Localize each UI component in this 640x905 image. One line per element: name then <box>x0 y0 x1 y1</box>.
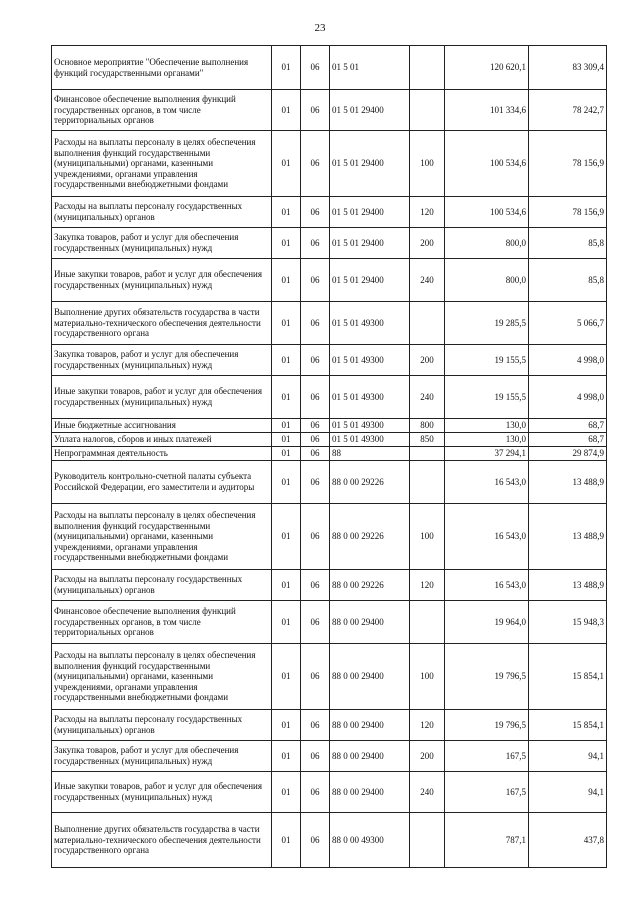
row-sum-actual: 13 488,9 <box>529 504 607 570</box>
row-name: Расходы на выплаты персоналу в целях обеспечения выполнения функций государственными (муниципальными) органами, казенными учреждениями, органами управления государственными внебюджетными фондами <box>52 644 272 710</box>
row-sum-plan: 130,0 <box>445 419 529 433</box>
table-row <box>52 447 607 461</box>
row-sum-plan: 100 534,6 <box>445 131 529 197</box>
row-name: Выполнение других обязательств государства в части материально-технического обеспечения деятельности государственного органа <box>52 813 272 868</box>
row-name: Иные закупки товаров, работ и услуг для обеспечения государственных (муниципальных) нужд <box>52 259 272 302</box>
row-section: 01 <box>272 419 301 433</box>
row-section: 01 <box>272 90 301 131</box>
table-row <box>52 376 607 419</box>
row-sum-plan: 800,0 <box>445 228 529 259</box>
row-section: 01 <box>272 259 301 302</box>
row-sum-plan: 130,0 <box>445 433 529 447</box>
row-sum-actual: 68,7 <box>529 419 607 433</box>
row-subsection: 06 <box>301 376 330 419</box>
row-target-article: 88 0 00 29400 <box>330 772 410 813</box>
row-expense-type: 850 <box>410 433 445 447</box>
row-name: Закупка товаров, работ и услуг для обеспечения государственных (муниципальных) нужд <box>52 345 272 376</box>
row-expense-type <box>410 46 445 90</box>
row-section: 01 <box>272 433 301 447</box>
row-sum-actual: 83 309,4 <box>529 46 607 90</box>
row-target-article: 88 0 00 29400 <box>330 741 410 772</box>
row-expense-type: 240 <box>410 772 445 813</box>
row-sum-actual: 94,1 <box>529 772 607 813</box>
table-row <box>52 197 607 228</box>
row-sum-actual: 15 854,1 <box>529 644 607 710</box>
row-target-article: 88 0 00 29226 <box>330 504 410 570</box>
row-sum-plan: 19 155,5 <box>445 345 529 376</box>
row-sum-plan: 16 543,0 <box>445 570 529 601</box>
row-target-article: 01 5 01 29400 <box>330 259 410 302</box>
table-row <box>52 228 607 259</box>
row-expense-type: 800 <box>410 419 445 433</box>
row-target-article: 01 5 01 49300 <box>330 376 410 419</box>
row-sum-plan: 167,5 <box>445 772 529 813</box>
row-subsection: 06 <box>301 131 330 197</box>
row-sum-plan: 19 285,5 <box>445 302 529 345</box>
row-target-article: 88 <box>330 447 410 461</box>
row-sum-plan: 787,1 <box>445 813 529 868</box>
row-expense-type: 100 <box>410 504 445 570</box>
table-row <box>52 710 607 741</box>
row-section: 01 <box>272 772 301 813</box>
row-section: 01 <box>272 504 301 570</box>
row-section: 01 <box>272 345 301 376</box>
budget-table <box>51 45 607 868</box>
row-sum-actual: 78 242,7 <box>529 90 607 131</box>
row-target-article: 88 0 00 29226 <box>330 461 410 504</box>
row-name: Закупка товаров, работ и услуг для обеспечения государственных (муниципальных) нужд <box>52 741 272 772</box>
row-sum-actual: 4 998,0 <box>529 345 607 376</box>
table-row <box>52 433 607 447</box>
table-row <box>52 570 607 601</box>
row-name: Расходы на выплаты персоналу государственных (муниципальных) органов <box>52 710 272 741</box>
row-sum-plan: 100 534,6 <box>445 197 529 228</box>
row-name: Расходы на выплаты персоналу государственных (муниципальных) органов <box>52 570 272 601</box>
row-expense-type: 200 <box>410 741 445 772</box>
row-section: 01 <box>272 228 301 259</box>
row-expense-type: 100 <box>410 644 445 710</box>
table-row <box>52 772 607 813</box>
row-sum-actual: 5 066,7 <box>529 302 607 345</box>
row-target-article: 88 0 00 29226 <box>330 570 410 601</box>
row-expense-type <box>410 447 445 461</box>
row-subsection: 06 <box>301 644 330 710</box>
row-sum-actual: 85,8 <box>529 228 607 259</box>
table-row <box>52 461 607 504</box>
row-expense-type: 240 <box>410 259 445 302</box>
row-name: Финансовое обеспечение выполнения функций государственных органов, в том числе территориальных органов <box>52 90 272 131</box>
row-target-article: 01 5 01 49300 <box>330 419 410 433</box>
page-number: 23 <box>314 22 326 34</box>
row-sum-plan: 19 155,5 <box>445 376 529 419</box>
row-sum-actual: 29 874,9 <box>529 447 607 461</box>
row-expense-type: 200 <box>410 228 445 259</box>
row-subsection: 06 <box>301 741 330 772</box>
row-name: Финансовое обеспечение выполнения функций государственных органов, в том числе территориальных органов <box>52 601 272 644</box>
row-sum-actual: 13 488,9 <box>529 461 607 504</box>
row-sum-actual: 15 854,1 <box>529 710 607 741</box>
table-row <box>52 741 607 772</box>
row-sum-actual: 13 488,9 <box>529 570 607 601</box>
row-subsection: 06 <box>301 345 330 376</box>
table-row <box>52 90 607 131</box>
row-expense-type: 100 <box>410 131 445 197</box>
row-subsection: 06 <box>301 302 330 345</box>
table-row <box>52 345 607 376</box>
row-target-article: 88 0 00 29400 <box>330 644 410 710</box>
row-section: 01 <box>272 570 301 601</box>
row-name: Расходы на выплаты персоналу государственных (муниципальных) органов <box>52 197 272 228</box>
row-expense-type: 120 <box>410 570 445 601</box>
row-target-article: 88 0 00 49300 <box>330 813 410 868</box>
row-subsection: 06 <box>301 433 330 447</box>
table-row <box>52 644 607 710</box>
table-row <box>52 46 607 90</box>
row-sum-plan: 37 294,1 <box>445 447 529 461</box>
table-row <box>52 302 607 345</box>
table-row <box>52 419 607 433</box>
row-subsection: 06 <box>301 504 330 570</box>
row-subsection: 06 <box>301 447 330 461</box>
row-expense-type: 240 <box>410 376 445 419</box>
row-section: 01 <box>272 710 301 741</box>
row-name: Иные бюджетные ассигнования <box>52 419 272 433</box>
row-sum-actual: 68,7 <box>529 433 607 447</box>
row-subsection: 06 <box>301 259 330 302</box>
row-target-article: 88 0 00 29400 <box>330 601 410 644</box>
row-expense-type: 200 <box>410 345 445 376</box>
row-sum-actual: 78 156,9 <box>529 197 607 228</box>
row-target-article: 01 5 01 49300 <box>330 345 410 376</box>
row-name: Уплата налогов, сборов и иных платежей <box>52 433 272 447</box>
row-sum-actual: 4 998,0 <box>529 376 607 419</box>
row-subsection: 06 <box>301 197 330 228</box>
row-section: 01 <box>272 644 301 710</box>
row-sum-plan: 167,5 <box>445 741 529 772</box>
row-subsection: 06 <box>301 90 330 131</box>
row-sum-actual: 437,8 <box>529 813 607 868</box>
row-sum-plan: 19 964,0 <box>445 601 529 644</box>
row-target-article: 01 5 01 29400 <box>330 197 410 228</box>
row-section: 01 <box>272 461 301 504</box>
row-sum-actual: 85,8 <box>529 259 607 302</box>
row-section: 01 <box>272 302 301 345</box>
row-sum-plan: 101 334,6 <box>445 90 529 131</box>
row-sum-plan: 19 796,5 <box>445 710 529 741</box>
row-sum-actual: 94,1 <box>529 741 607 772</box>
row-expense-type <box>410 90 445 131</box>
row-subsection: 06 <box>301 419 330 433</box>
row-expense-type: 120 <box>410 197 445 228</box>
row-section: 01 <box>272 813 301 868</box>
row-name: Расходы на выплаты персоналу в целях обеспечения выполнения функций государственными (муниципальными) органами, казенными учреждениями, органами управления государственными внебюджетными фондами <box>52 504 272 570</box>
row-section: 01 <box>272 447 301 461</box>
row-subsection: 06 <box>301 46 330 90</box>
row-subsection: 06 <box>301 461 330 504</box>
row-target-article: 01 5 01 29400 <box>330 90 410 131</box>
row-sum-actual: 78 156,9 <box>529 131 607 197</box>
row-subsection: 06 <box>301 710 330 741</box>
row-name: Иные закупки товаров, работ и услуг для обеспечения государственных (муниципальных) нужд <box>52 376 272 419</box>
row-sum-plan: 120 620,1 <box>445 46 529 90</box>
row-name: Основное мероприятие "Обеспечение выполнения функций государственными органами" <box>52 46 272 90</box>
row-name: Закупка товаров, работ и услуг для обеспечения государственных (муниципальных) нужд <box>52 228 272 259</box>
row-expense-type <box>410 813 445 868</box>
row-expense-type: 120 <box>410 710 445 741</box>
table-row <box>52 259 607 302</box>
row-section: 01 <box>272 376 301 419</box>
row-subsection: 06 <box>301 228 330 259</box>
row-target-article: 01 5 01 29400 <box>330 131 410 197</box>
row-sum-plan: 16 543,0 <box>445 504 529 570</box>
table-row <box>52 504 607 570</box>
row-section: 01 <box>272 741 301 772</box>
row-name: Иные закупки товаров, работ и услуг для обеспечения государственных (муниципальных) нужд <box>52 772 272 813</box>
row-sum-plan: 19 796,5 <box>445 644 529 710</box>
row-expense-type <box>410 461 445 504</box>
row-section: 01 <box>272 601 301 644</box>
row-sum-plan: 800,0 <box>445 259 529 302</box>
row-target-article: 88 0 00 29400 <box>330 710 410 741</box>
row-subsection: 06 <box>301 601 330 644</box>
row-target-article: 01 5 01 <box>330 46 410 90</box>
row-sum-actual: 15 948,3 <box>529 601 607 644</box>
row-name: Руководитель контрольно-счетной палаты субъекта Российской Федерации, его заместители и аудиторы <box>52 461 272 504</box>
row-subsection: 06 <box>301 570 330 601</box>
row-expense-type <box>410 601 445 644</box>
table-row <box>52 131 607 197</box>
row-subsection: 06 <box>301 813 330 868</box>
row-section: 01 <box>272 131 301 197</box>
row-target-article: 01 5 01 49300 <box>330 433 410 447</box>
row-subsection: 06 <box>301 772 330 813</box>
row-target-article: 01 5 01 49300 <box>330 302 410 345</box>
row-section: 01 <box>272 197 301 228</box>
row-name: Выполнение других обязательств государства в части материально-технического обеспечения деятельности государственного органа <box>52 302 272 345</box>
table-row <box>52 601 607 644</box>
row-target-article: 01 5 01 29400 <box>330 228 410 259</box>
row-expense-type <box>410 302 445 345</box>
row-sum-plan: 16 543,0 <box>445 461 529 504</box>
row-name: Расходы на выплаты персоналу в целях обеспечения выполнения функций государственными (муниципальными) органами, казенными учреждениями, органами управления государственными внебюджетными фондами <box>52 131 272 197</box>
row-name: Непрограммная деятельность <box>52 447 272 461</box>
table-row <box>52 813 607 868</box>
row-section: 01 <box>272 46 301 90</box>
